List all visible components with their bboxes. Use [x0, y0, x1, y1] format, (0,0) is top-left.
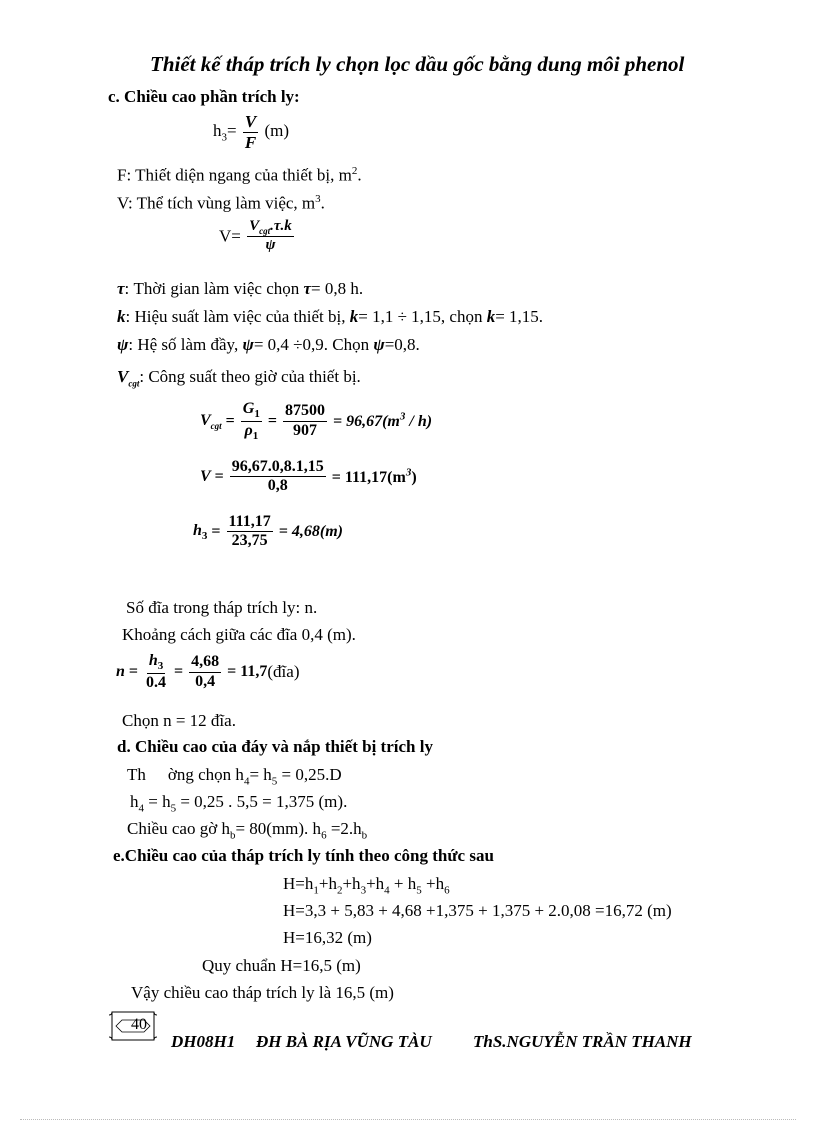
equation-h3: $h_3$ = $\frac{111,17}{23,75}$ = 4,68(m)	[193, 513, 343, 550]
footer-class-code: DH08H1	[171, 1032, 236, 1051]
equation-vcgt: $V_{cgt}$ = $\frac{G_1}{\rho_1}$ = $\frac{87500}{907}$ = $96,67(m^3 / h)$	[200, 400, 433, 443]
section-c-heading: c. Chiều cao phần trích ly:	[108, 87, 300, 106]
section-d-line3: Chiều cao gờ $h_b= 80(mm)$. $h_6 =2.h_b$	[127, 819, 368, 842]
section-e-heading: e.Chiều cao của tháp trích ly tính theo công thức sau	[113, 846, 494, 865]
page-bottom-divider	[20, 1119, 796, 1120]
so-dia-text: Số đĩa trong tháp trích ly: n.	[126, 598, 318, 617]
formula-H-sum: $H=h_1+h_2+h_3+h_4 + h_5 +h_6$	[283, 874, 450, 897]
page-number: 40	[131, 1016, 147, 1033]
equation-volume: V = $\frac{96,67.0,8.1,15}{0,8}$ = $111,17(m^3)$	[200, 458, 417, 495]
conclusion-text: Vậy chiều cao tháp trích ly là 16,5 (m)	[131, 983, 394, 1002]
section-d-line1: Th ờng chọn $h_4= h_5 = 0,25.D$	[127, 765, 342, 788]
section-d-heading: d. Chiều cao của đáy và nắp thiết bị trích ly	[117, 737, 433, 756]
formula-H-result: H=16,32 (m)	[283, 928, 372, 947]
definition-vcgt: $V_{cgt}$: Công suất theo giờ của thiết bị.	[117, 367, 361, 389]
definition-tau: τ: Thời gian làm việc chọn τ= 0,8 h.	[117, 279, 364, 298]
formula-V: V= $\frac{V_{cgt}.\tau.k}{\psi}$	[219, 218, 292, 254]
khoang-cach-text: Khoảng cách giữa các đĩa 0,4 (m).	[122, 625, 356, 644]
definition-F: F: Thiết diện ngang của thiết bị, $m^2$.	[117, 165, 362, 185]
equation-n: n = $\frac{h_3}{0.4}$ = $\frac{4,68}{0,4}$ = 11,7(đĩa)	[116, 652, 300, 691]
formula-h3: $h_3=$ $\frac{V}{F}$ (m)	[213, 112, 289, 152]
formula-H-values: H=3,3 + 5,83 + 4,68 +1,375 + 1,375 + 2.0,08 =16,72 (m)	[283, 901, 672, 920]
definition-V: V: Thể tích vùng làm việc, $m^3$.	[117, 193, 325, 213]
chon-n-text: Chọn n = 12 đĩa.	[122, 711, 236, 730]
definition-k: k: Hiệu suất làm việc của thiết bị, k= 1,1 ÷ 1,15, chọn k= 1,15.	[117, 307, 544, 326]
definition-psi: ψ: Hệ số làm đầy, ψ= 0,4 ÷0,9. Chọn ψ=0,8.	[117, 335, 420, 354]
page-title: Thiết kế tháp trích ly chọn lọc dầu gốc bằng dung môi phenol	[150, 52, 685, 76]
footer-school: ĐH BÀ RỊA VŨNG TÀU	[256, 1032, 432, 1051]
quy-chuan-text: Quy chuẩn H=16,5 (m)	[202, 956, 361, 975]
section-d-line2: $h_4 = h_5 = 0,25$ . 5,5 = 1,375 (m).	[130, 792, 348, 815]
footer-author: ThS.NGUYỄN TRẦN THANH	[473, 1032, 692, 1051]
